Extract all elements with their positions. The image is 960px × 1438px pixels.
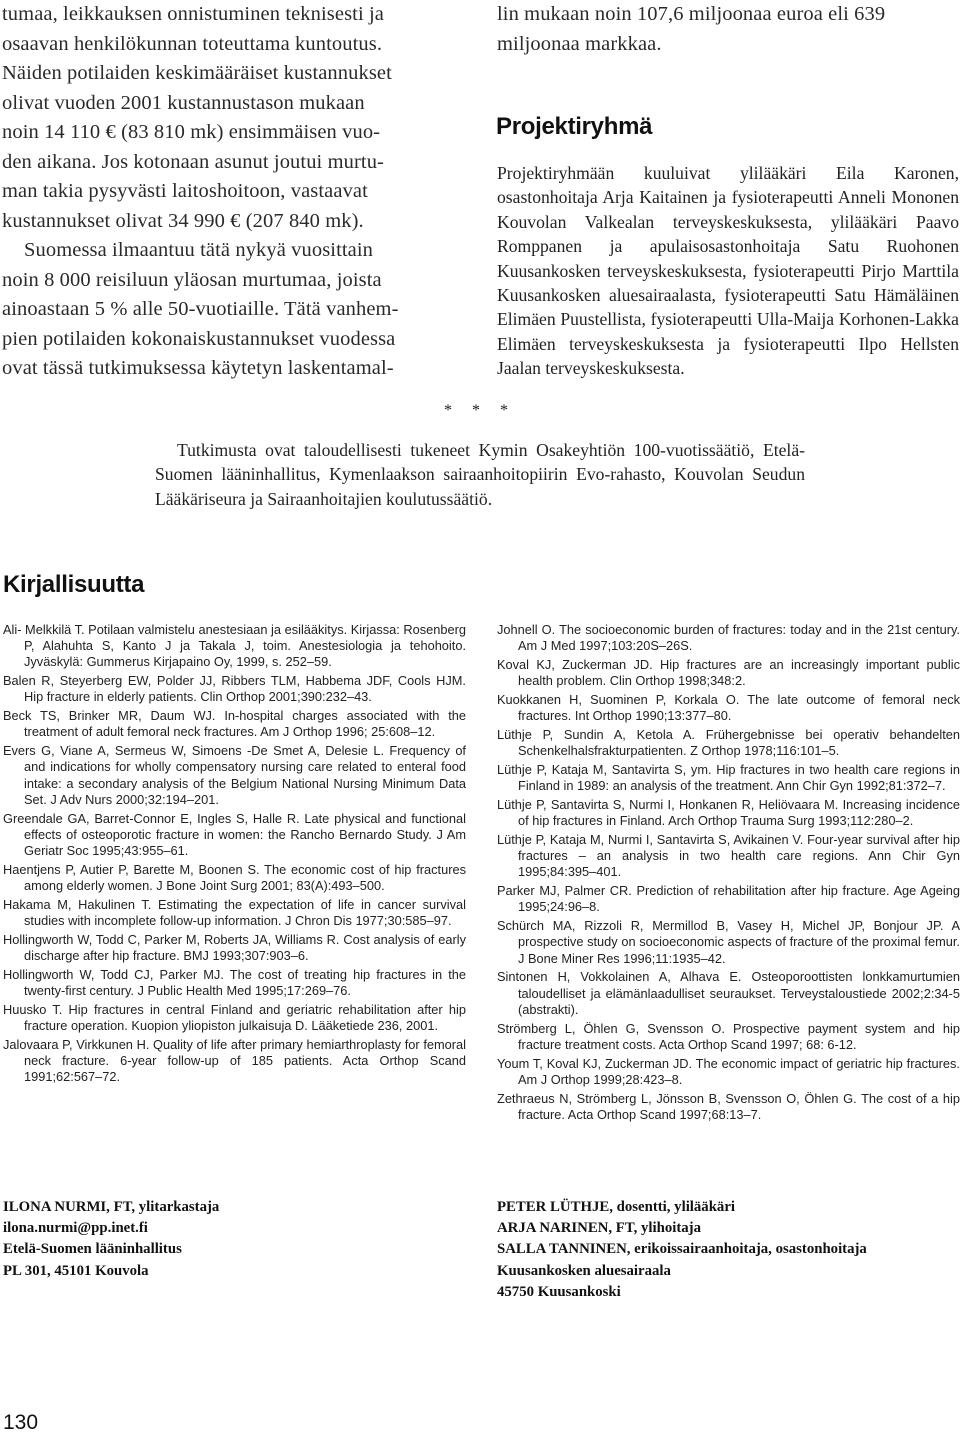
body-line: osaavan henkilökunnan toteuttama kuntoutus. (2, 32, 383, 55)
body-line: ovat tässä tutkimuksessa käytetyn laskentamal- (2, 357, 394, 379)
reference-item: Hollingworth W, Todd C, Parker M, Roberts JA, Williams R. Cost analysis of early discharge after hip fracture. BMJ 1993;307:903–6. (3, 931, 466, 964)
reference-item: Kuokkanen H, Suominen P, Korkala O. The late outcome of femoral neck fractures. Int Orthop 1990;13:377–80. (497, 692, 960, 724)
page-number: 130 (3, 1411, 39, 1434)
body-line: den aikana. Jos kotonaan asunut joutui murtu- (2, 150, 384, 173)
project-section (497, 161, 959, 381)
references-list-right (497, 622, 960, 1126)
body-line: tumaa, leikkauksen onnistuminen teknisesti ja (2, 3, 384, 25)
author-name: PETER LÜTHJE, dosentti, ylilääkäri (497, 1199, 736, 1215)
reference-item: Sintonen H, Vokkolainen A, Alhava E. Osteoporoottisten lonkkamurtumien taloudelliset ja elämänlaadulliset seuraukset. Terveystaloustiede 2002;2:34-5 (abstrakti). (497, 969, 960, 1017)
references-list-left (3, 622, 466, 1088)
funding-section (155, 438, 805, 511)
reference-item: Strömberg L, Öhlen G, Svensson O. Prospective payment system and hip fracture treatment costs. Acta Orthop Scand 1997; 68: 6-12. (497, 1020, 960, 1052)
body-line: noin 8 000 reisiluun yläosan murtumaa, joista (2, 268, 382, 291)
reference-item: Lüthje P, Kataja M, Santavirta S, ym. Hip fractures in two health care regions in Finland in 1989: an analysis of the treatment. Ann Chir Gyn 1992;81:372–7. (497, 762, 960, 794)
body-line: kustannukset olivat 34 990 € (207 840 mk). (2, 209, 364, 232)
reference-item: Parker MJ, Palmer CR. Prediction of rehabilitation after hip fracture. Age Ageing 1995;24:96–8. (497, 883, 960, 915)
author-name: SALLA TANNINEN, erikoissairaanhoitaja, osastonhoitaja (497, 1241, 867, 1258)
body-paragraph-left (2, 0, 464, 384)
author-block-right (497, 1197, 957, 1303)
reference-item: Schürch MA, Rizzoli R, Mermillod B, Vasey H, Michel JP, Bonjour JP. A prospective study on socioeconomic aspects of fracture of the proximal femur. J Bone Miner Res 1996;11:1935–42. (497, 918, 960, 966)
body-paragraph-right (497, 0, 959, 59)
body-line: ainoastaan 5 % alle 50-vuotiaille. Tätä vanhem- (2, 298, 399, 320)
author-address: 45750 Kuusankoski (497, 1283, 621, 1300)
reference-item: Zethraeus N, Strömberg L, Jönsson B, Svensson O, Öhlen G. The cost of a hip fracture. Acta Orthop Scand 1997;68:13–7. (497, 1090, 960, 1122)
body-line: Näiden potilaiden keskimääräiset kustannukset (2, 62, 392, 84)
reference-item: Hollingworth W, Todd CJ, Parker MJ. The cost of treating hip fractures in the twenty-first century. J Public Health Med 1995;17:269–76. (3, 966, 466, 999)
reference-item: Haentjens P, Autier P, Barette M, Boonen S. The economic cost of hip fractures among elderly women. J Bone Joint Surg 2001; 83(A):493–500. (3, 861, 466, 894)
body-text-left (2, 0, 464, 384)
author-address: PL 301, 45101 Kouvola (3, 1262, 149, 1279)
author-affiliation: Kuusankosken aluesairaala (497, 1262, 671, 1279)
reference-item: Johnell O. The socioeconomic burden of fractures: today and in the 21st century. Am J Med 1997;103:20S–26S. (497, 622, 960, 654)
reference-item: Greendale GA, Barret-Connor E, Ingles S, Halle R. Late physical and functional effects of osteoporotic fracture in women: the Rancho Bernardo Study. J Am Geriatr Soc 1995;43:955–61. (3, 810, 466, 859)
reference-item: Lüthje P, Kataja M, Nurmi I, Santavirta S, Avikainen V. Four-year survival after hip fractures – an analysis in two health care regions. Ann Chir Gyn 1995;84:395–401. (497, 832, 960, 880)
reference-item: Balen R, Steyerberg EW, Polder JJ, Ribbers TLM, Habbema JDF, Cools HJM. Hip fracture in elderly patients. Clin Orthop 2001;390:232–43. (3, 673, 466, 705)
reference-item: Huusko T. Hip fractures in central Finland and geriatric rehabilitation after hip fracture operation. Kuopion yliopiston julkaisuja D. Lääketiede 236, 2001. (3, 1001, 466, 1034)
reference-item: Lüthje P, Santavirta S, Nurmi I, Honkanen R, Heliövaara M. Increasing incidence of hip fractures in Finland. Arch Orthop Trauma Surg 1993;112:280–2. (497, 797, 960, 829)
reference-item: Beck TS, Brinker MR, Daum WJ. In-hospital charges associated with the treatment of adult femoral neck fractures. Am J Orthop 1996; 25:608–12. (3, 708, 466, 740)
reference-item: Koval KJ, Zuckerman JD. Hip fractures are an increasingly important public health problem. Clin Orthop 1998;348:2. (497, 657, 960, 689)
body-line: man takia pysyvästi laitoshoitoon, vastaavat (2, 180, 368, 202)
body-line: pien potilaiden kokonaiskustannukset vuodessa (2, 327, 396, 350)
author-name: ILONA NURMI, FT, ylitarkastaja (3, 1199, 220, 1215)
body-line: noin 14 110 € (83 810 mk) ensimmäisen vuo- (2, 121, 381, 143)
body-line: miljoonaa markkaa. (497, 32, 662, 55)
author-name: ARJA NARINEN, FT, ylihoitaja (497, 1220, 702, 1237)
author-email: ilona.nurmi@pp.inet.fi (3, 1220, 148, 1237)
reference-item: Hakama M, Hakulinen T. Estimating the expectation of life in cancer survival studies with incomplete follow-up information. J Chron Dis 1977;30:585–97. (3, 896, 466, 929)
project-heading: Projektiryhmä (496, 113, 653, 140)
references-heading: Kirjallisuutta (3, 571, 145, 598)
project-text: Projektiryhmään kuuluivat ylilääkäri Eila Karonen, osastonhoitaja Arja Kaitainen ja fysioterapeutti Anneli Mononen Kouvolan Valkealan terveyskeskuksesta, ylilääkäri Paavo Romppanen ja apulaisosastonhoitaja Satu Ruohonen Kuusankosken terveyskeskuksesta, fysioterapeutti Pirjo Marttila Kuusankosken aluesairaalasta, fysioterapeutti Satu Hämäläinen Elimäen Puustellista, fysioterapeutti Ulla-Maija Korhonen-Lakka Elimäen terveyskeskuksesta ja fysioterapeutti Ilpo Hellsten Jaalan terveyskeskuksesta. (497, 163, 959, 379)
reference-item: Jalovaara P, Virkkunen H. Quality of life after primary hemiarthroplasty for femoral neck fracture. 6-year follow-up of 185 patients. Acta Orthop Scand 1991;62:567–72. (3, 1036, 466, 1085)
body-line: lin mukaan noin 107,6 miljoonaa euroa eli 639 (497, 3, 886, 25)
reference-item: Ali- Melkkilä T. Potilaan valmistelu anestesiaan ja esilääkitys. Kirjassa: Rosenberg P, Alahuhta S, Kanto J ja Takala J, toim. Anestesiologia ja tehohoito. Jyväskylä: Gummerus Kirjapaino Oy, 1999, s. 252–59. (3, 622, 466, 670)
body-text-right (497, 0, 959, 59)
body-line: Suomessa ilmaantuu tätä nykyä vuosittain (24, 239, 374, 261)
funding-text: Tutkimusta ovat taloudellisesti tukeneet Kymin Osakeyhtiön 100-vuotissäätiö, Etelä-Suomen lääninhallitus, Kymenlaakson sairaanhoitopiirin Evo-rahasto, Kouvolan Seudun Lääkäriseura ja Sairaanhoitajien koulutussäätiö. (155, 440, 805, 509)
reference-item: Lüthje P, Sundin A, Ketola A. Frühergebnisse bei operativ behandelten Schenkelhalsfrakturpatienten. Z Orthop 1978;116:101–5. (497, 727, 960, 759)
reference-item: Evers G, Viane A, Sermeus W, Simoens -De Smet A, Delesie L. Frequency of and indications for wholly compensatory nursing care related to enteral food intake: a secondary analysis of the Belgium National Nursing Minimum Data Set. J Adv Nurs 2000;32:194–201. (3, 743, 466, 807)
author-affiliation: Etelä-Suomen lääninhallitus (3, 1241, 182, 1258)
author-block-left (3, 1197, 463, 1282)
section-separator: * * * (444, 402, 516, 419)
body-line: olivat vuoden 2001 kustannustason mukaan (2, 91, 365, 114)
reference-item: Youm T, Koval KJ, Zuckerman JD. The economic impact of geriatric hip fractures. Am J Orthop 1999;28:423–8. (497, 1055, 960, 1087)
